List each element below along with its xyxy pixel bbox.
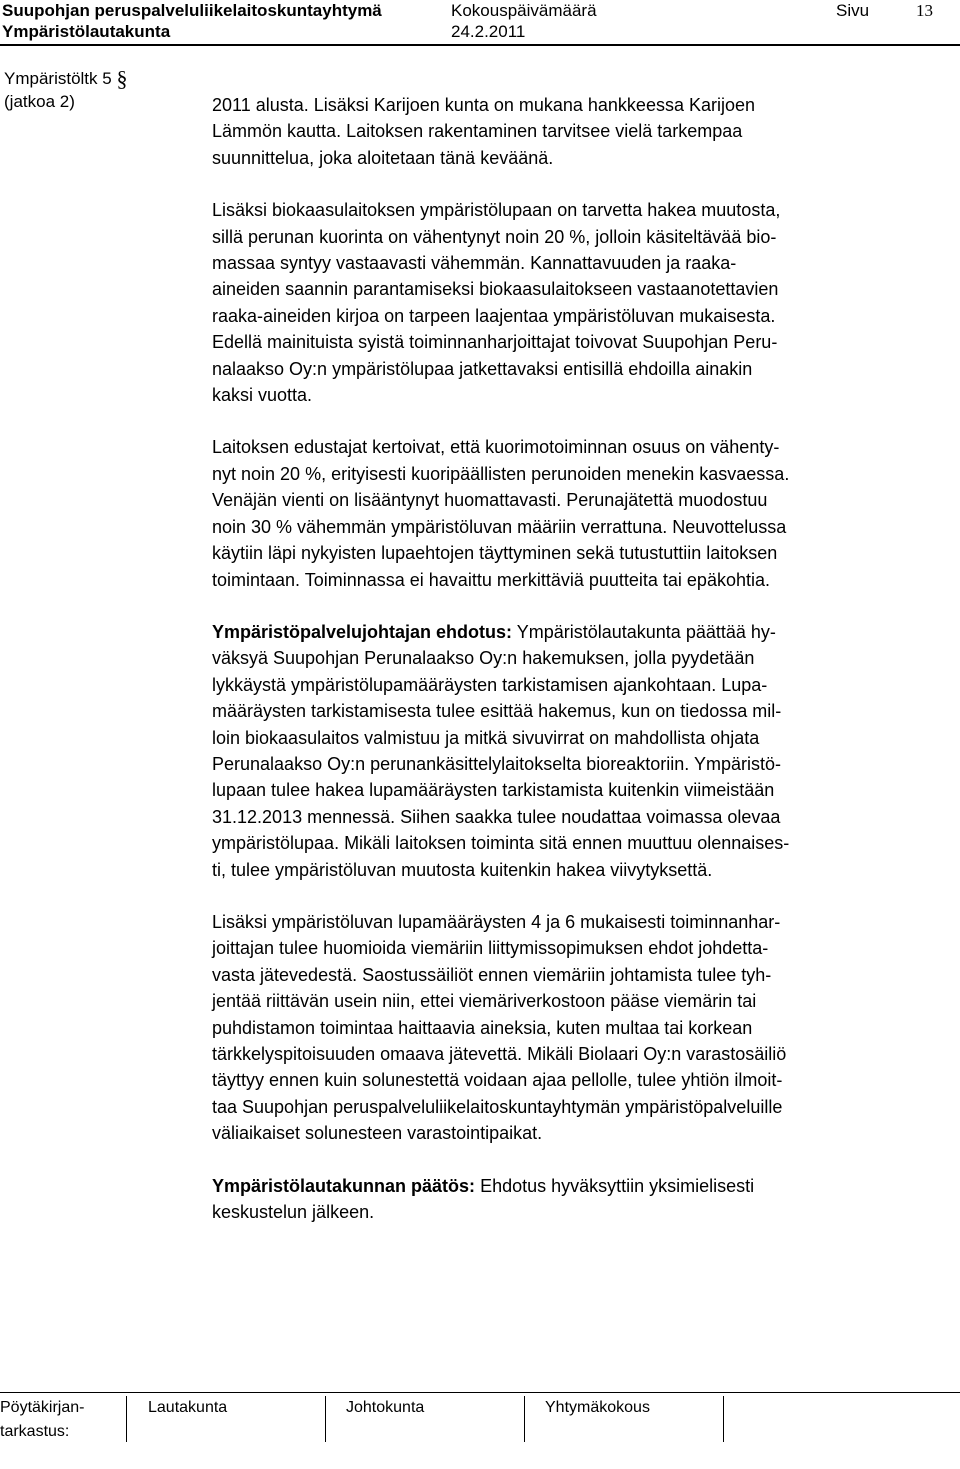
header-rule [0, 44, 960, 46]
page-number: 13 [916, 1, 933, 20]
document-body [212, 92, 932, 1251]
footer-management: Johtokunta [346, 1399, 425, 1416]
proposal-paragraph [212, 619, 932, 883]
decision-paragraph [212, 1173, 932, 1226]
footer-assembly: Yhtymäkokous [545, 1399, 650, 1416]
margin-continuation: (jatkoa 2) [4, 92, 75, 111]
section-label: Ympäristöltk 5 [4, 69, 112, 88]
footer-divider [524, 1396, 525, 1442]
proposal-label: Ympäristöpalvelujohtajan ehdotus: [212, 621, 513, 642]
organization-name: Suupohjan peruspalveluliikelaitoskuntayhtymä [2, 1, 382, 20]
paragraph-extra: Lisäksi ympäristöluvan lupamääräysten 4 ja 6 mukaisesti toiminnanhar- joittajan tulee huomioida viemäriin liittymissopimuksen ehdot johdetta- vasta jätevedestä. Saostussäiliöt ennen viemäriin johtamista tulee tyh- jentää riittävän usein niin, ettei viemäriverkostoon pääse viemärin tai puhdistamon toimintaa haittaavia aineksia, kuten multaa tai korkean tärkkelyspitoisuuden omaava jätevettä. Mikäli Biolaari Oy:n varastosäiliö täyttyy ennen kuin solunestettä voidaan ajaa pellolle, tulee yhtiön ilmoit- taa Suupohjan peruspalveluliikelaitoskuntayhtymän ympäristöpalveluille väliaikaiset solunesteen varastointipaikat. [212, 911, 787, 1144]
meeting-date-label: Kokouspäivämäärä [451, 1, 597, 20]
page-header [0, 0, 960, 46]
proposal-text: Ympäristölautakunta päättää hy- väksyä Suupohjan Perunalaakso Oy:n hakemuksen, jolla pyydetään lykkäystä ympäristölupamääräysten tarkistamisen ajankohtaan. Lupa- määräysten tarkistamisesta tulee esittää hakemus, kun on tiedossa mil- loin biokaasulaitos valmistuu ja mitkä sivuvirrat on mahdollista ohjata Perunalaakso Oy:n perunankäsittelylaitokselta bioreaktoriin. Ympäristö- lupaan tulee hakea lupamääräysten tarkistamista kuitenkin viimeistään 31.12.2013 mennessä. Siihen saakka tulee noudattaa voimassa olevaa ympäristölupaa. Mikäli laitoksen toiminta sitä ennen muuttuu olennaises- ti, tulee ympäristöluvan muutosta kuitenkin hakea viivytyksettä. [212, 621, 790, 880]
footer-divider [723, 1396, 724, 1442]
paragraph-2: Lisäksi biokaasulaitoksen ympäristölupaan on tarvetta hakea muutosta, sillä perunan kuorinta on vähentynyt noin 20 %, jolloin käsiteltävää bio- massaa syntyy vastaavasti vähemmän. Kannattavuuden ja raaka- aineiden saannin parantamiseksi biokaasulaitokseen vastaanotettavien raaka-aineiden kirjoa on tarpeen laajentaa ympäristöluvan mukaisesta. Edellä mainituista syistä toiminnanharjoittajat toivovat Suupohjan Peru- nalaakso Oy:n ympäristölupaa jatkettavaksi entisillä ehdoilla ainakin kaksi vuotta. [212, 200, 781, 406]
footer-divider [325, 1396, 326, 1442]
footer-board: Lautakunta [148, 1399, 228, 1416]
margin-section [4, 64, 127, 91]
committee-name: Ympäristölautakunta [2, 22, 171, 41]
page-label: Sivu [836, 1, 870, 20]
footer-rule [0, 1392, 960, 1393]
footer-review-label-2: tarkastus: [0, 1423, 70, 1440]
paragraph-3: Laitoksen edustajat kertoivat, että kuorimotoiminnan osuus on vähenty- nyt noin 20 %, erityisesti kuoripäällisten perunoiden menekin kasvaessa. Venäjän vienti on lisääntynyt huomattavasti. Perunajätettä muodostuu noin 30 % vähemmän ympäristöluvan määriin verrattuna. Neuvottelussa käytiin läpi nykyisten lupaehtojen täyttyminen sekä tutustuttiin laitoksen toimintaan. Toiminnassa ei havaittu merkittäviä puutteita tai epäkohtia. [212, 437, 790, 590]
meeting-date: 24.2.2011 [451, 22, 526, 41]
section-mark: § [116, 66, 128, 91]
footer-divider [126, 1396, 127, 1442]
decision-text: Ehdotus hyväksyttiin yksimielisesti keskustelun jälkeen. [212, 1175, 755, 1223]
footer-review-label-1: Pöytäkirjan- [0, 1399, 85, 1416]
decision-label: Ympäristölautakunnan päätös: [212, 1175, 476, 1196]
paragraph-1: 2011 alusta. Lisäksi Karijoen kunta on mukana hankkeessa Karijoen Lämmön kautta. Laitoksen rakentaminen tarvitsee vielä tarkempaa suunnittelua, joka aloitetaan tänä keväänä. [212, 95, 756, 168]
